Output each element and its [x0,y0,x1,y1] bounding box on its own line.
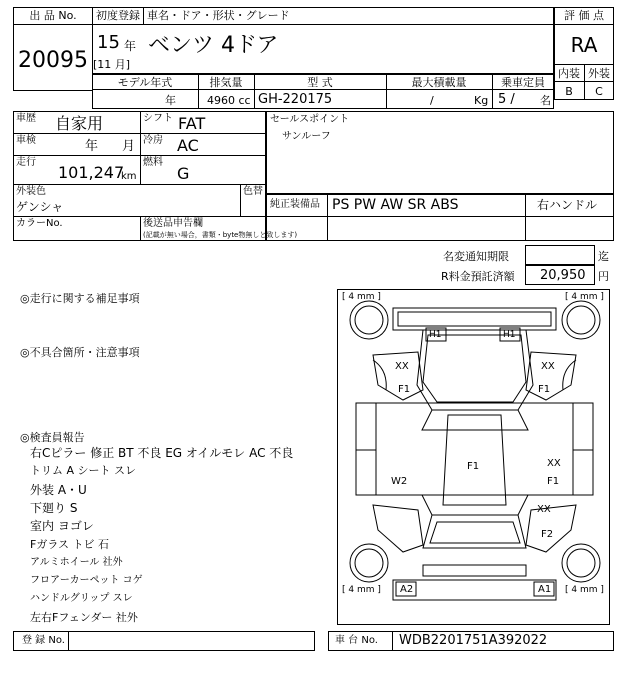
tire-depth-label: [ 4 mm ] [565,292,604,302]
inspector-line: フロアーカーペット コゲ [30,575,143,586]
damage-mark: F1 [398,384,411,395]
inspection-label: 車検 [16,135,36,146]
aircon-label: 冷房 [143,135,163,146]
inspector-line: トリム A シート スレ [30,464,137,477]
fuel-label: 燃料 [143,157,163,168]
shift-label: シフト [143,113,173,124]
color-change-label: 色替 [243,186,263,197]
history-label: 車歴 [16,113,36,124]
damage-mark: F1 [467,461,480,472]
mileage: 101,247 [58,163,125,182]
inspector-title: ◎検査員報告 [20,431,85,444]
handle-side: 右ハンドル [537,198,598,212]
damage-mark: XX [541,361,555,372]
damage-mark: A2 [400,584,414,595]
recycle-unit: 円 [598,270,609,283]
first-reg-year: 15 [97,32,120,53]
type-label: 型 式 [307,76,333,89]
inspector-line: アルミホイール 社外 [30,557,123,568]
sales-point-label: セールスポイント [270,114,350,125]
damage-mark: XX [547,458,561,469]
damage-mark: F1 [538,384,551,395]
tire-depth-label: [ 4 mm ] [565,585,604,595]
max-load-label: 最大積載量 [411,76,467,89]
ext-color: ゲンシャ [16,200,64,214]
first-reg-label: 初度登録 [96,9,140,22]
name-change-label: 名変通知期限 [443,250,509,263]
max-load-slash: / [430,94,434,107]
name-change-unit: 迄 [598,250,609,263]
displacement: 4960 cc [207,94,251,107]
car-name: ベンツ 4ドア [148,33,279,58]
tire-depth-label: [ 4 mm ] [342,585,381,595]
exterior-grade: C [595,85,603,98]
vin-label: 車 台 No. [335,635,378,646]
color-no-label: カラーNo. [16,218,63,229]
defects-title: ◎不具合箇所・注意事項 [20,346,140,359]
damage-mark: F2 [541,529,554,540]
tire-depth-label: [ 4 mm ] [342,292,381,302]
model-year-unit: 年 [165,94,176,107]
exterior-label: 外装 [588,67,610,80]
post-docs-note: (記載が無い場合，書類・byte物無しと致します) [143,231,298,239]
damage-mark: XX [537,504,551,515]
model-year-label: モデル年式 [117,76,173,89]
inspector-line: 下廻り S [30,501,78,515]
type: GH-220175 [258,92,333,107]
first-reg-month: [11 月] [93,58,131,71]
history: 自家用 [55,114,104,133]
capacity: 5 / [498,92,515,107]
car-diagram [337,289,610,625]
max-load-unit: Kg [474,94,489,107]
damage-mark: A1 [538,584,552,595]
inspection-year: 年 [85,139,99,154]
reg-no-label: 登 録 No. [22,635,65,646]
aircon: AC [177,136,199,155]
damage-mark: F1 [547,476,560,487]
recycle-label: R料金預託済額 [441,270,515,283]
inspector-line: 左右Fフェンダー 社外 [30,611,138,624]
recycle-amount: 20,950 [540,268,586,283]
inspector-line: ハンドルグリップ スレ [30,593,133,604]
equipment-label: 純正装備品 [270,199,320,210]
damage-mark: H1 [429,330,442,340]
driving-notes-title: ◎走行に関する補足事項 [20,292,140,305]
displacement-label: 排気量 [209,76,243,89]
vin: WDB2201751A392022 [399,633,548,648]
damage-mark: W2 [391,476,408,487]
interior-grade: B [565,85,573,98]
car-name-label: 車名・ドア・形状・グレード [147,9,290,22]
lot-no: 20095 [18,48,88,73]
inspector-line: 外装 A・U [30,483,87,497]
inspector-line: 右Cピラー 修正 BT 不良 EG オイルモレ AC 不良 [30,446,294,460]
shift: FAT [178,114,206,133]
lot-no-label: 出 品 No. [29,9,77,22]
damage-mark: H1 [503,330,516,340]
mileage-unit: km [121,171,137,182]
year-unit: 年 [124,39,137,53]
post-docs-label: 後送品申告欄 [143,218,203,229]
inspector-line: Fガラス トビ 石 [30,538,109,551]
mileage-label: 走行 [16,157,36,168]
inspector-line: 室内 ヨゴレ [30,519,94,533]
equipment: PS PW AW SR ABS [332,197,459,213]
fuel: G [177,164,190,183]
damage-mark: XX [395,361,409,372]
capacity-label: 乗車定員 [501,76,545,89]
rating: RA [570,33,598,57]
sales-point: サンルーフ [282,131,331,142]
capacity-unit: 名 [540,94,551,107]
name-change-field [525,245,595,265]
rating-label: 評 価 点 [564,9,604,22]
interior-label: 内装 [558,67,580,80]
ext-color-label: 外装色 [16,186,46,197]
inspection-month: 月 [122,139,136,154]
